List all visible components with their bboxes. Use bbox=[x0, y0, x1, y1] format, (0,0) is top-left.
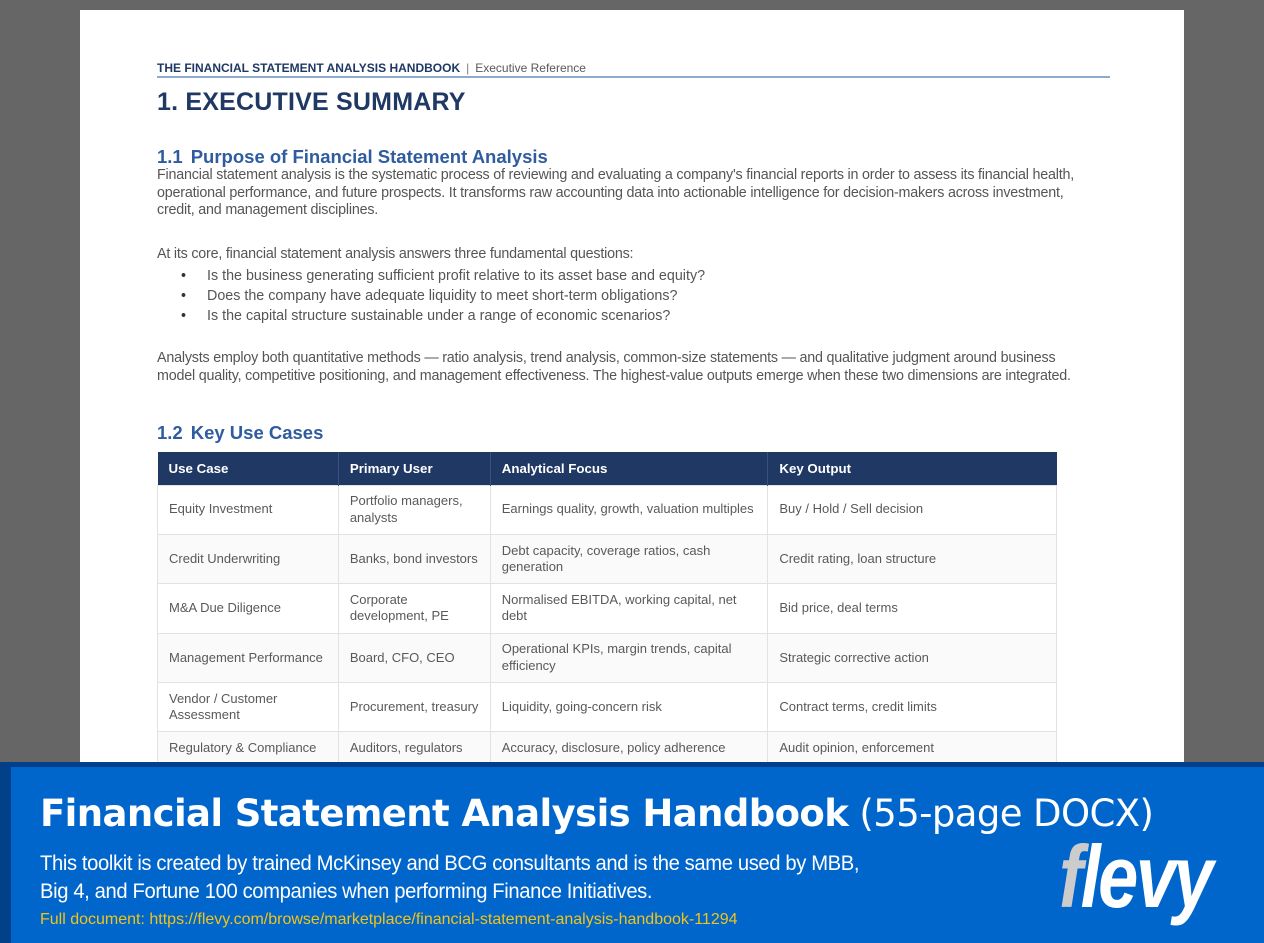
column-header-use-case: Use Case bbox=[158, 452, 339, 485]
paragraph-purpose: Financial statement analysis is the systematic process of reviewing and evaluating a company's financial reports in order to assess its financial health, operational performance, and future prospects. It transforms raw accounting data into actionable intelligence for decision-makers across investment, credit, and management disciplines. bbox=[157, 167, 1074, 218]
column-header-analytical-focus: Analytical Focus bbox=[490, 452, 768, 485]
table-row bbox=[158, 534, 1057, 583]
running-header bbox=[157, 61, 1110, 78]
list-item: • Is the capital structure sustainable under a range of economic scenarios? bbox=[181, 308, 671, 324]
list-item: • Does the company have adequate liquidity to meet short-term obligations? bbox=[181, 288, 678, 304]
promo-banner-body bbox=[11, 767, 1264, 943]
table-row bbox=[158, 584, 1057, 633]
column-header-key-output: Key Output bbox=[768, 452, 1057, 485]
cell-key-output: Audit opinion, enforcement bbox=[768, 732, 1057, 768]
full-document-link[interactable]: Full document: https://flevy.com/browse/marketplace/financial-statement-analysis-handbook-11294 bbox=[40, 911, 738, 928]
cell-primary-user: Portfolio managers, analysts bbox=[338, 485, 490, 534]
heading-executive-summary: 1. EXECUTIVE SUMMARY bbox=[157, 88, 466, 116]
cell-analytical-focus: Accuracy, disclosure, policy adherence bbox=[490, 732, 768, 768]
section-number: 1.2 bbox=[157, 422, 183, 443]
heading-section-1-2 bbox=[157, 422, 323, 444]
paragraph-analysts-methods: Analysts employ both quantitative methods — ratio analysis, trend analysis, common-size statements — and qualitative judgment around business model quality, competitive positioning, and management effectiveness. The highest-value outputs emerge when these two dimensions are integrated. bbox=[157, 350, 1071, 384]
banner-title-format: (55-page DOCX) bbox=[859, 792, 1154, 835]
cell-primary-user: Corporate development, PE bbox=[338, 584, 490, 633]
cell-primary-user: Board, CFO, CEO bbox=[338, 633, 490, 682]
cell-analytical-focus: Earnings quality, growth, valuation multiples bbox=[490, 485, 768, 534]
cell-use-case: Regulatory & Compliance bbox=[158, 732, 339, 768]
cell-analytical-focus: Liquidity, going-concern risk bbox=[490, 683, 768, 732]
cell-analytical-focus: Debt capacity, coverage ratios, cash generation bbox=[490, 534, 768, 583]
promo-banner bbox=[0, 762, 1264, 943]
banner-title-name: Financial Statement Analysis Handbook bbox=[40, 792, 849, 835]
banner-description bbox=[40, 849, 886, 905]
cell-use-case: M&A Due Diligence bbox=[158, 584, 339, 633]
cell-key-output: Credit rating, loan structure bbox=[768, 534, 1057, 583]
table-row bbox=[158, 485, 1057, 534]
cell-key-output: Buy / Hold / Sell decision bbox=[768, 485, 1057, 534]
cell-primary-user: Procurement, treasury bbox=[338, 683, 490, 732]
table-header-row bbox=[158, 452, 1057, 485]
column-header-primary-user: Primary User bbox=[338, 452, 490, 485]
table-row bbox=[158, 683, 1057, 732]
bullet-icon: • bbox=[181, 268, 187, 284]
banner-description-line: Big 4, and Fortune 100 companies when performing Finance Initiatives. bbox=[40, 879, 653, 903]
use-cases-table bbox=[157, 452, 1057, 768]
section-title: Purpose of Financial Statement Analysis bbox=[190, 146, 548, 167]
cell-key-output: Contract terms, credit limits bbox=[768, 683, 1057, 732]
section-number: 1.1 bbox=[157, 146, 183, 167]
running-header-separator: | bbox=[466, 61, 470, 75]
logo-letters-levy: levy bbox=[1080, 827, 1212, 926]
cell-use-case: Vendor / Customer Assessment bbox=[158, 683, 339, 732]
logo-letter-f: f bbox=[1059, 827, 1081, 926]
section-title: Key Use Cases bbox=[190, 422, 324, 443]
cell-analytical-focus: Normalised EBITDA, working capital, net debt bbox=[490, 584, 768, 633]
banner-description-line: This toolkit is created by trained McKinsey and BCG consultants and is the same used by MBB, bbox=[40, 851, 860, 875]
cell-key-output: Bid price, deal terms bbox=[768, 584, 1057, 633]
cell-use-case: Credit Underwriting bbox=[158, 534, 339, 583]
cell-use-case: Equity Investment bbox=[158, 485, 339, 534]
running-header-title: THE FINANCIAL STATEMENT ANALYSIS HANDBOOK bbox=[157, 61, 461, 75]
flevy-logo[interactable] bbox=[1059, 829, 1215, 924]
table-row bbox=[158, 633, 1057, 682]
banner-title bbox=[40, 793, 1153, 835]
cell-use-case: Management Performance bbox=[158, 633, 339, 682]
bullet-icon: • bbox=[181, 288, 187, 304]
bullet-icon: • bbox=[181, 308, 187, 324]
heading-section-1-1 bbox=[157, 146, 548, 168]
cell-analytical-focus: Operational KPIs, margin trends, capital efficiency bbox=[490, 633, 768, 682]
cell-primary-user: Banks, bond investors bbox=[338, 534, 490, 583]
list-item: • Is the business generating sufficient profit relative to its asset base and equity? bbox=[181, 268, 706, 284]
cell-key-output: Strategic corrective action bbox=[768, 633, 1057, 682]
cell-primary-user: Auditors, regulators bbox=[338, 732, 490, 768]
paragraph-core-questions-intro: At its core, financial statement analysis answers three fundamental questions: bbox=[157, 246, 634, 262]
running-header-subtitle: Executive Reference bbox=[475, 61, 586, 75]
document-page bbox=[80, 10, 1184, 770]
core-questions-list bbox=[157, 266, 1057, 326]
